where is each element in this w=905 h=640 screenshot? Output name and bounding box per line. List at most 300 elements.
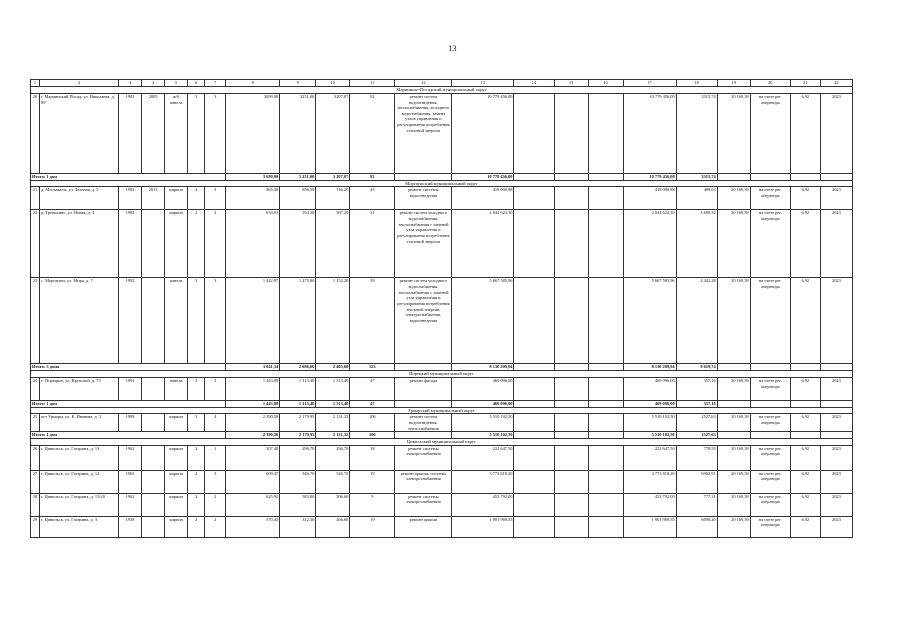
year-renovated bbox=[142, 493, 165, 516]
area-premises: 1 275,80 bbox=[280, 278, 316, 364]
total-row bbox=[31, 432, 853, 439]
residents: 106 bbox=[350, 414, 395, 432]
total-cost-per-sqm: 3315,74 bbox=[676, 173, 717, 180]
area-premises: 856,50 bbox=[280, 187, 316, 210]
cost-per-sqm: 778,59 bbox=[676, 445, 717, 470]
entrances: 3 bbox=[205, 278, 226, 364]
header-cell-14: 14 bbox=[514, 80, 554, 87]
header-cell-22: 22 bbox=[820, 80, 852, 87]
funding-method: на счете рег. оператора bbox=[750, 93, 790, 173]
total-owners-funds: 469 096,00 bbox=[623, 400, 676, 407]
cost-per-sqm: 4 442,38 bbox=[676, 278, 717, 364]
area-residential: 2 131,32 bbox=[316, 414, 350, 432]
total-empty bbox=[717, 173, 750, 180]
total-empty bbox=[750, 173, 790, 180]
entrances: 2 bbox=[205, 516, 226, 537]
cost-per-sqm: 357,16 bbox=[676, 377, 717, 400]
contribution-rate: 6,92 bbox=[790, 470, 820, 493]
year-built: 1989 bbox=[119, 414, 142, 432]
limit-cost: 20 169,39 bbox=[717, 210, 750, 278]
total-cost: 5 510 102,50 bbox=[452, 432, 514, 439]
total-area: 633,01 bbox=[226, 210, 280, 278]
header-cell-10: 10 bbox=[316, 80, 350, 87]
cost-total: 418 000,88 bbox=[452, 187, 514, 210]
table-row bbox=[31, 493, 853, 516]
table-row bbox=[31, 377, 853, 400]
cost-total: 5 667 585,96 bbox=[452, 278, 514, 364]
funds-fund bbox=[514, 93, 554, 173]
funds-budget-2 bbox=[588, 93, 623, 173]
header-cell-9: 9 bbox=[280, 80, 316, 87]
total-empty bbox=[395, 173, 452, 180]
residents: 59 bbox=[350, 278, 395, 364]
floors: 2 bbox=[188, 187, 205, 210]
total-row bbox=[31, 364, 853, 371]
total-empty bbox=[820, 400, 852, 407]
contribution-rate: 6,92 bbox=[790, 93, 820, 173]
contribution-rate: 6,92 bbox=[790, 414, 820, 432]
header-cell-21: 21 bbox=[790, 80, 820, 87]
row-number: 28 bbox=[31, 493, 40, 516]
header-cell-20: 20 bbox=[750, 80, 790, 87]
district-name: Мариинско-Посадский муниципальный округ bbox=[31, 87, 853, 94]
funds-budget-1 bbox=[554, 414, 588, 432]
district-row bbox=[31, 180, 853, 187]
funds-owners: 5 667 585,96 bbox=[623, 278, 676, 364]
funds-budget-2 bbox=[588, 210, 623, 278]
funds-budget-2 bbox=[588, 187, 623, 210]
limit-cost: 20 169,39 bbox=[717, 93, 750, 173]
wall-material: ж/б панель bbox=[165, 93, 188, 173]
total-area-residential: 2 405,60 bbox=[316, 364, 350, 371]
total-empty bbox=[588, 400, 623, 407]
limit-cost: 20 169,39 bbox=[717, 187, 750, 210]
funds-fund bbox=[514, 210, 554, 278]
year-renovated bbox=[142, 414, 165, 432]
funding-method: на счете рег. оператора bbox=[750, 210, 790, 278]
header-cell-17: 17 bbox=[623, 80, 676, 87]
funds-budget-1 bbox=[554, 445, 588, 470]
funds-owners: 222 647,50 bbox=[623, 445, 676, 470]
funds-fund bbox=[514, 414, 554, 432]
total-residents: 106 bbox=[350, 432, 395, 439]
header-cell-11: 11 bbox=[350, 80, 395, 87]
row-number: 25 bbox=[31, 414, 40, 432]
cost-total: 3 773 818,20 bbox=[452, 470, 514, 493]
total-area-premises: 1 313,40 bbox=[280, 400, 316, 407]
header-cell-1: 1 bbox=[31, 80, 40, 87]
district-name: Порецкий муниципальный округ bbox=[31, 371, 853, 378]
cost-total: 469 096,00 bbox=[452, 377, 514, 400]
funds-fund bbox=[514, 516, 554, 537]
residents: 21 bbox=[350, 210, 395, 278]
total-empty bbox=[750, 432, 790, 439]
total-empty bbox=[717, 400, 750, 407]
funds-owners: 453 792,00 bbox=[623, 493, 676, 516]
contribution-rate: 6,92 bbox=[790, 278, 820, 364]
total-label: Итого: 1 дом bbox=[31, 432, 226, 439]
total-area: 2 390,50 bbox=[226, 432, 280, 439]
plan-year: 2023 bbox=[820, 470, 852, 493]
year-renovated bbox=[142, 278, 165, 364]
area-premises: 2 179,95 bbox=[280, 414, 316, 432]
total-empty bbox=[588, 432, 623, 439]
funds-fund bbox=[514, 470, 554, 493]
year-built: 1991 bbox=[119, 377, 142, 400]
cost-per-sqm: 3315,74 bbox=[676, 93, 717, 173]
header-cell-2: 2 bbox=[40, 80, 119, 87]
funds-budget-1 bbox=[554, 278, 588, 364]
cost-total: 2 044 623,10 bbox=[452, 210, 514, 278]
total-cost-per-sqm: 2527,63 bbox=[676, 432, 717, 439]
year-built: 1992 bbox=[119, 278, 142, 364]
header-cell-5: 5 bbox=[165, 80, 188, 87]
table-row bbox=[31, 516, 853, 537]
header-cell-18: 18 bbox=[676, 80, 717, 87]
cost-per-sqm: 488,03 bbox=[676, 187, 717, 210]
wall-material: панель bbox=[165, 278, 188, 364]
wall-material: кирпич bbox=[165, 516, 188, 537]
total-empty bbox=[820, 173, 852, 180]
total-area-premises: 2 179,95 bbox=[280, 432, 316, 439]
total-label: Итого: 1 дом bbox=[31, 400, 226, 407]
total-empty bbox=[554, 400, 588, 407]
page-number: 13 bbox=[448, 44, 457, 53]
wall-material: панель bbox=[165, 377, 188, 400]
header-cell-6: 6 bbox=[188, 80, 205, 87]
total-empty bbox=[554, 364, 588, 371]
address: с. Порецкое, ул. Крупской, д. 73 bbox=[40, 377, 119, 400]
total-area: 307,40 bbox=[226, 445, 280, 470]
area-residential: 746,20 bbox=[316, 187, 350, 210]
entrances: 3 bbox=[205, 470, 226, 493]
total-empty bbox=[514, 400, 554, 407]
funds-owners: 5 510 102,50 bbox=[623, 414, 676, 432]
header-cell-4: 4 bbox=[142, 80, 165, 87]
work-type: ремонт систем водоотведения, теплоснабжения bbox=[395, 414, 452, 432]
total-owners-funds: 5 510 102,50 bbox=[623, 432, 676, 439]
total-empty bbox=[820, 432, 852, 439]
table-body bbox=[31, 80, 853, 538]
area-residential: 3207,07 bbox=[316, 93, 350, 173]
residents: 18 bbox=[350, 445, 395, 470]
row-number: 26 bbox=[31, 445, 40, 470]
total-area-residential: 3 207,07 bbox=[316, 173, 350, 180]
total-cost: 10 779 456,00 bbox=[452, 173, 514, 180]
area-premises: 296,70 bbox=[280, 445, 316, 470]
funds-fund bbox=[514, 377, 554, 400]
funds-budget-2 bbox=[588, 377, 623, 400]
total-area: 625,92 bbox=[226, 493, 280, 516]
plan-year: 2023 bbox=[820, 377, 852, 400]
funding-method: на счете рег. оператора bbox=[750, 516, 790, 537]
address: г. Цивильск, ул. Гагарина, д. 3 bbox=[40, 516, 119, 537]
header-cell-8: 8 bbox=[226, 80, 280, 87]
total-area-premises: 2 686,60 bbox=[280, 364, 316, 371]
year-renovated: 2005 bbox=[142, 93, 165, 173]
floors: 3 bbox=[188, 377, 205, 400]
header-cell-12: 12 bbox=[395, 80, 452, 87]
funds-owners: 10 779 456,00 bbox=[623, 93, 676, 173]
residents: 92 bbox=[350, 93, 395, 173]
total-residents: 123 bbox=[350, 364, 395, 371]
funding-method: на счете рег. оператора bbox=[750, 187, 790, 210]
wall-material: кирпич bbox=[165, 445, 188, 470]
row-number: 23 bbox=[31, 278, 40, 364]
contribution-rate: 6,92 bbox=[790, 377, 820, 400]
funds-budget-1 bbox=[554, 516, 588, 537]
table-row bbox=[31, 470, 853, 493]
total-area: 3 699,00 bbox=[226, 173, 280, 180]
area-premises: 583,80 bbox=[280, 493, 316, 516]
total-empty bbox=[588, 173, 623, 180]
funds-budget-1 bbox=[554, 210, 588, 278]
funding-method: на счете рег. оператора bbox=[750, 278, 790, 364]
plan-year: 2023 bbox=[820, 93, 852, 173]
header-cell-13: 13 bbox=[452, 80, 514, 87]
year-renovated bbox=[142, 445, 165, 470]
year-renovated bbox=[142, 470, 165, 493]
row-number: 24 bbox=[31, 377, 40, 400]
entrances: 1 bbox=[205, 445, 226, 470]
year-built: 1982 bbox=[119, 210, 142, 278]
limit-cost: 20 169,39 bbox=[717, 414, 750, 432]
floors: 2 bbox=[188, 493, 205, 516]
total-area: 3 041,34 bbox=[226, 364, 280, 371]
year-built: 1965 bbox=[119, 470, 142, 493]
funding-method: на счете рег. оператора bbox=[750, 470, 790, 493]
work-type: ремонт систем холодного водоснабжения, теплоснабжения с заменой узла управления и регулирования потребления тепловой энергии, электроснабжения, водоотведения bbox=[395, 278, 452, 364]
funds-budget-1 bbox=[554, 470, 588, 493]
entrances: 2 bbox=[205, 493, 226, 516]
contribution-rate: 6,92 bbox=[790, 187, 820, 210]
total-area-premises: 3 251,00 bbox=[280, 173, 316, 180]
row-number: 20 bbox=[31, 93, 40, 173]
wall-material: кирпич bbox=[165, 414, 188, 432]
contribution-rate: 6,92 bbox=[790, 445, 820, 470]
cost-total: 5 510 102,50 bbox=[452, 414, 514, 432]
area-residential: 1 313,40 bbox=[316, 377, 350, 400]
plan-year: 2023 bbox=[820, 187, 852, 210]
total-residents: 47 bbox=[350, 400, 395, 407]
table-row bbox=[31, 93, 853, 173]
header-cell-3: 3 bbox=[119, 80, 142, 87]
area-premises: 546,70 bbox=[280, 470, 316, 493]
address: д. Москакасы, ул. Зеленая, д. 5 bbox=[40, 187, 119, 210]
plan-year: 2023 bbox=[820, 516, 852, 537]
area-premises: 1 313,40 bbox=[280, 377, 316, 400]
contribution-rate: 6,92 bbox=[790, 516, 820, 537]
residents: 19 bbox=[350, 470, 395, 493]
year-renovated: 2013 bbox=[142, 187, 165, 210]
address: г. Мариинский Посад, ул. Николаева, д. 89 bbox=[40, 93, 119, 173]
floors: 2 bbox=[188, 470, 205, 493]
wall-material: кирпич bbox=[165, 493, 188, 516]
total-area: 2 390,50 bbox=[226, 414, 280, 432]
total-area: 3699,00 bbox=[226, 93, 280, 173]
funds-owners: 418 000,88 bbox=[623, 187, 676, 210]
total-cost: 469 096,00 bbox=[452, 400, 514, 407]
table-row bbox=[31, 210, 853, 278]
funds-owners: 3 773 818,20 bbox=[623, 470, 676, 493]
total-empty bbox=[588, 364, 623, 371]
total-empty bbox=[820, 364, 852, 371]
area-premises: 3251,00 bbox=[280, 93, 316, 173]
total-empty bbox=[514, 432, 554, 439]
funds-budget-1 bbox=[554, 377, 588, 400]
year-built: 1981 bbox=[119, 93, 142, 173]
total-area: 1 443,80 bbox=[226, 400, 280, 407]
total-row bbox=[31, 400, 853, 407]
funds-fund bbox=[514, 187, 554, 210]
funds-budget-1 bbox=[554, 93, 588, 173]
total-cost: 8 130 209,94 bbox=[452, 364, 514, 371]
floors: 2 bbox=[188, 210, 205, 278]
area-residential: 296,70 bbox=[316, 445, 350, 470]
floors: 3 bbox=[188, 414, 205, 432]
total-area: 1 442,97 bbox=[226, 278, 280, 364]
entrances: 3 bbox=[205, 93, 226, 173]
address: г. Цивильск, ул. Гагарина, д. 14 bbox=[40, 470, 119, 493]
total-residents: 92 bbox=[350, 173, 395, 180]
limit-cost: 20 169,39 bbox=[717, 493, 750, 516]
row-number: 27 bbox=[31, 470, 40, 493]
funds-owners: 1 901 969,55 bbox=[623, 516, 676, 537]
cost-total: 222 647,50 bbox=[452, 445, 514, 470]
year-built: 1962 bbox=[119, 493, 142, 516]
limit-cost: 20 169,39 bbox=[717, 470, 750, 493]
floors: 3 bbox=[188, 93, 205, 173]
total-empty bbox=[790, 173, 820, 180]
plan-year: 2023 bbox=[820, 493, 852, 516]
total-owners-funds: 10 779 456,00 bbox=[623, 173, 676, 180]
limit-cost: 20 169,39 bbox=[717, 278, 750, 364]
total-label: Итого: 1 дом bbox=[31, 173, 226, 180]
total-area-residential: 1 313,40 bbox=[316, 400, 350, 407]
funds-fund bbox=[514, 278, 554, 364]
total-empty bbox=[750, 364, 790, 371]
residents: 9 bbox=[350, 493, 395, 516]
funding-method: на счете рег. оператора bbox=[750, 414, 790, 432]
funds-fund bbox=[514, 445, 554, 470]
funds-budget-2 bbox=[588, 493, 623, 516]
district-row bbox=[31, 371, 853, 378]
cost-per-sqm: 3 698,32 bbox=[676, 210, 717, 278]
work-type: ремонт фасада bbox=[395, 377, 452, 400]
plan-year: 2023 bbox=[820, 414, 852, 432]
district-row bbox=[31, 407, 853, 414]
total-area: 1 443,80 bbox=[226, 377, 280, 400]
address: г. Цивильск, ул. Гагарина, д. 15/20 bbox=[40, 493, 119, 516]
total-empty bbox=[395, 432, 452, 439]
contribution-rate: 6,92 bbox=[790, 210, 820, 278]
total-empty bbox=[790, 364, 820, 371]
cost-per-sqm: 777,31 bbox=[676, 493, 717, 516]
total-label: Итого: 3 дома bbox=[31, 364, 226, 371]
total-empty bbox=[514, 364, 554, 371]
total-empty bbox=[750, 400, 790, 407]
year-built: 1962 bbox=[119, 445, 142, 470]
header-cell-16: 16 bbox=[588, 80, 623, 87]
limit-cost: 20 169,39 bbox=[717, 516, 750, 537]
total-empty bbox=[790, 432, 820, 439]
area-premises: 312,30 bbox=[280, 516, 316, 537]
total-empty bbox=[554, 173, 588, 180]
funds-budget-2 bbox=[588, 278, 623, 364]
address: с. Моргауши, ул. Мира, д. 7 bbox=[40, 278, 119, 364]
floors: 2 bbox=[188, 445, 205, 470]
cost-total: 1 901 969,55 bbox=[452, 516, 514, 537]
funds-fund bbox=[514, 493, 554, 516]
area-residential: 506,60 bbox=[316, 493, 350, 516]
limit-cost: 20 169,39 bbox=[717, 377, 750, 400]
housing-repair-table bbox=[30, 79, 853, 538]
header-cell-15: 15 bbox=[554, 80, 588, 87]
funds-budget-2 bbox=[588, 445, 623, 470]
header-cell-7: 7 bbox=[205, 80, 226, 87]
total-owners-funds: 8 130 209,94 bbox=[623, 364, 676, 371]
cost-total: 453 792,00 bbox=[452, 493, 514, 516]
cost-per-sqm: 2527,63 bbox=[676, 414, 717, 432]
table-row bbox=[31, 187, 853, 210]
district-row bbox=[31, 87, 853, 94]
total-cost-per-sqm: 357,16 bbox=[676, 400, 717, 407]
year-built: 1958 bbox=[119, 516, 142, 537]
table-row bbox=[31, 278, 853, 364]
header-cell-19: 19 bbox=[717, 80, 750, 87]
row-number: 22 bbox=[31, 210, 40, 278]
entrances: 4 bbox=[205, 414, 226, 432]
total-empty bbox=[717, 432, 750, 439]
work-type: ремонт систем водоотведения, теплоснабжения, холодного водоснабжения, замена узлов управления и регулирования потребления тепловой энергии bbox=[395, 93, 452, 173]
plan-year: 2023 bbox=[820, 278, 852, 364]
cost-per-sqm: 6090,20 bbox=[676, 516, 717, 537]
total-empty bbox=[790, 400, 820, 407]
address: пгт Урмары, ул. К. Иванова, д. 3 bbox=[40, 414, 119, 432]
work-type: ремонт систем холодного водоснабжения, теплоснабжения с заменой узла управления и регулирования потребления тепловой энергии bbox=[395, 210, 452, 278]
funding-method: на счете рег. оператора bbox=[750, 445, 790, 470]
area-premises: 554,30 bbox=[280, 210, 316, 278]
district-name: Цивильский муниципальный округ bbox=[31, 438, 853, 445]
plan-year: 2023 bbox=[820, 445, 852, 470]
address: г. Цивильск, ул. Гагарина, д. 13 bbox=[40, 445, 119, 470]
area-residential: 266,60 bbox=[316, 516, 350, 537]
funds-owners: 469 096,00 bbox=[623, 377, 676, 400]
residents: 47 bbox=[350, 377, 395, 400]
funds-budget-1 bbox=[554, 187, 588, 210]
area-residential: 546,70 bbox=[316, 470, 350, 493]
wall-material: кирпич bbox=[165, 210, 188, 278]
total-empty bbox=[554, 432, 588, 439]
funding-method: на счете рег. оператора bbox=[750, 493, 790, 516]
limit-cost: 20 169,39 bbox=[717, 445, 750, 470]
total-row bbox=[31, 173, 853, 180]
funds-budget-2 bbox=[588, 516, 623, 537]
area-residential: 1 152,20 bbox=[316, 278, 350, 364]
contribution-rate: 6,92 bbox=[790, 493, 820, 516]
district-name: Урмарский муниципальный округ bbox=[31, 407, 853, 414]
header-row bbox=[31, 80, 853, 87]
total-area: 570,43 bbox=[226, 516, 280, 537]
total-area-residential: 2 131,32 bbox=[316, 432, 350, 439]
funds-budget-2 bbox=[588, 470, 623, 493]
wall-material: кирпич bbox=[165, 470, 188, 493]
floors: 3 bbox=[188, 278, 205, 364]
row-number: 21 bbox=[31, 187, 40, 210]
work-type: ремонт системы водоотведения bbox=[395, 187, 452, 210]
total-empty bbox=[395, 400, 452, 407]
district-name: Моргаушский муниципальный округ bbox=[31, 180, 853, 187]
